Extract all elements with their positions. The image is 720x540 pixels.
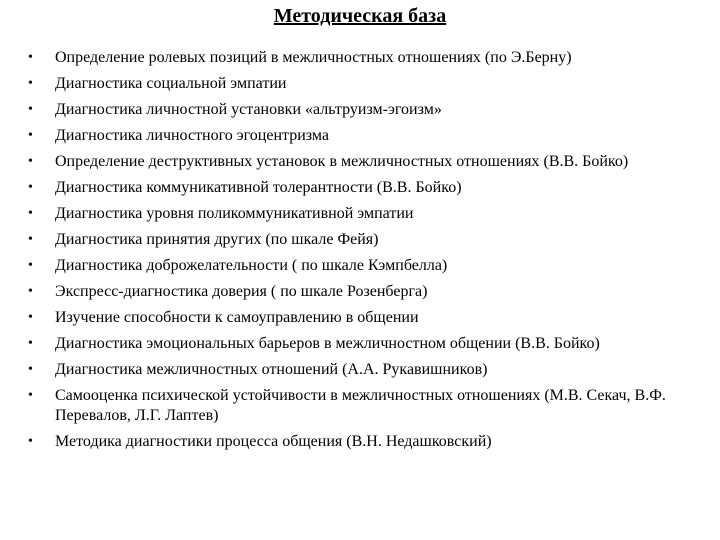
bullet-icon: • xyxy=(28,388,33,403)
list-item xyxy=(0,308,700,328)
list-item-text: Экспресс-диагностика доверия ( по шкале Розенберга) xyxy=(55,283,428,300)
list-item xyxy=(0,386,700,426)
list-item xyxy=(0,100,700,120)
bullet-icon: • xyxy=(28,128,33,143)
bullet-icon: • xyxy=(28,284,33,299)
list-item-text: Диагностика доброжелательности ( по шкале Кэмпбелла) xyxy=(55,257,448,274)
list-item xyxy=(0,152,700,172)
list-item-text: Самооценка психической устойчивости в межличностных отношениях (М.В. Секач, В.Ф. Перевалов, Л.Г. Лаптев) xyxy=(55,387,666,424)
list-item xyxy=(0,204,700,224)
list-item-text: Определение ролевых позиций в межличностных отношениях (по Э.Берну) xyxy=(55,49,572,66)
list-item-text: Определение деструктивных установок в межличностных отношениях (В.В. Бойко) xyxy=(55,153,629,170)
list-item-text: Диагностика эмоциональных барьеров в межличностном общении (В.В. Бойко) xyxy=(55,335,600,352)
bullet-icon: • xyxy=(28,50,33,65)
list-item-text: Диагностика уровня поликоммуникативной эмпатии xyxy=(55,205,414,222)
list-item xyxy=(0,126,700,146)
bullet-icon: • xyxy=(28,76,33,91)
list-item xyxy=(0,360,700,380)
bullet-icon: • xyxy=(28,434,33,449)
list-item-text: Диагностика личностной установки «альтруизм-эгоизм» xyxy=(55,101,442,118)
list-item-text: Диагностика межличностных отношений (А.А. Рукавишников) xyxy=(55,361,488,378)
bullet-icon: • xyxy=(28,310,33,325)
bullet-icon: • xyxy=(28,362,33,377)
list-item xyxy=(0,334,700,354)
bullet-icon: • xyxy=(28,258,33,273)
slide-title: Методическая база xyxy=(273,5,447,27)
bullet-icon: • xyxy=(28,154,33,169)
list-item xyxy=(0,256,700,276)
list-item xyxy=(0,432,700,452)
bullet-icon: • xyxy=(28,232,33,247)
list-item xyxy=(0,74,700,94)
bullet-icon: • xyxy=(28,206,33,221)
bullet-icon: • xyxy=(28,180,33,195)
bullet-icon: • xyxy=(28,336,33,351)
list-item-text: Изучение способности к самоуправлению в общении xyxy=(55,309,419,326)
list-item xyxy=(0,48,700,68)
bullet-icon: • xyxy=(28,102,33,117)
list-item xyxy=(0,282,700,302)
list-item-text: Диагностика принятия других (по шкале Фейя) xyxy=(55,231,379,248)
list-item-text: Диагностика личностного эгоцентризма xyxy=(55,127,329,144)
list-item xyxy=(0,178,700,198)
method-list xyxy=(0,48,700,458)
list-item xyxy=(0,230,700,250)
list-item-text: Диагностика социальной эмпатии xyxy=(55,75,287,92)
list-item-text: Диагностика коммуникативной толерантности (В.В. Бойко) xyxy=(55,179,462,196)
list-item-text: Методика диагностики процесса общения (В.Н. Недашковский) xyxy=(55,433,492,450)
